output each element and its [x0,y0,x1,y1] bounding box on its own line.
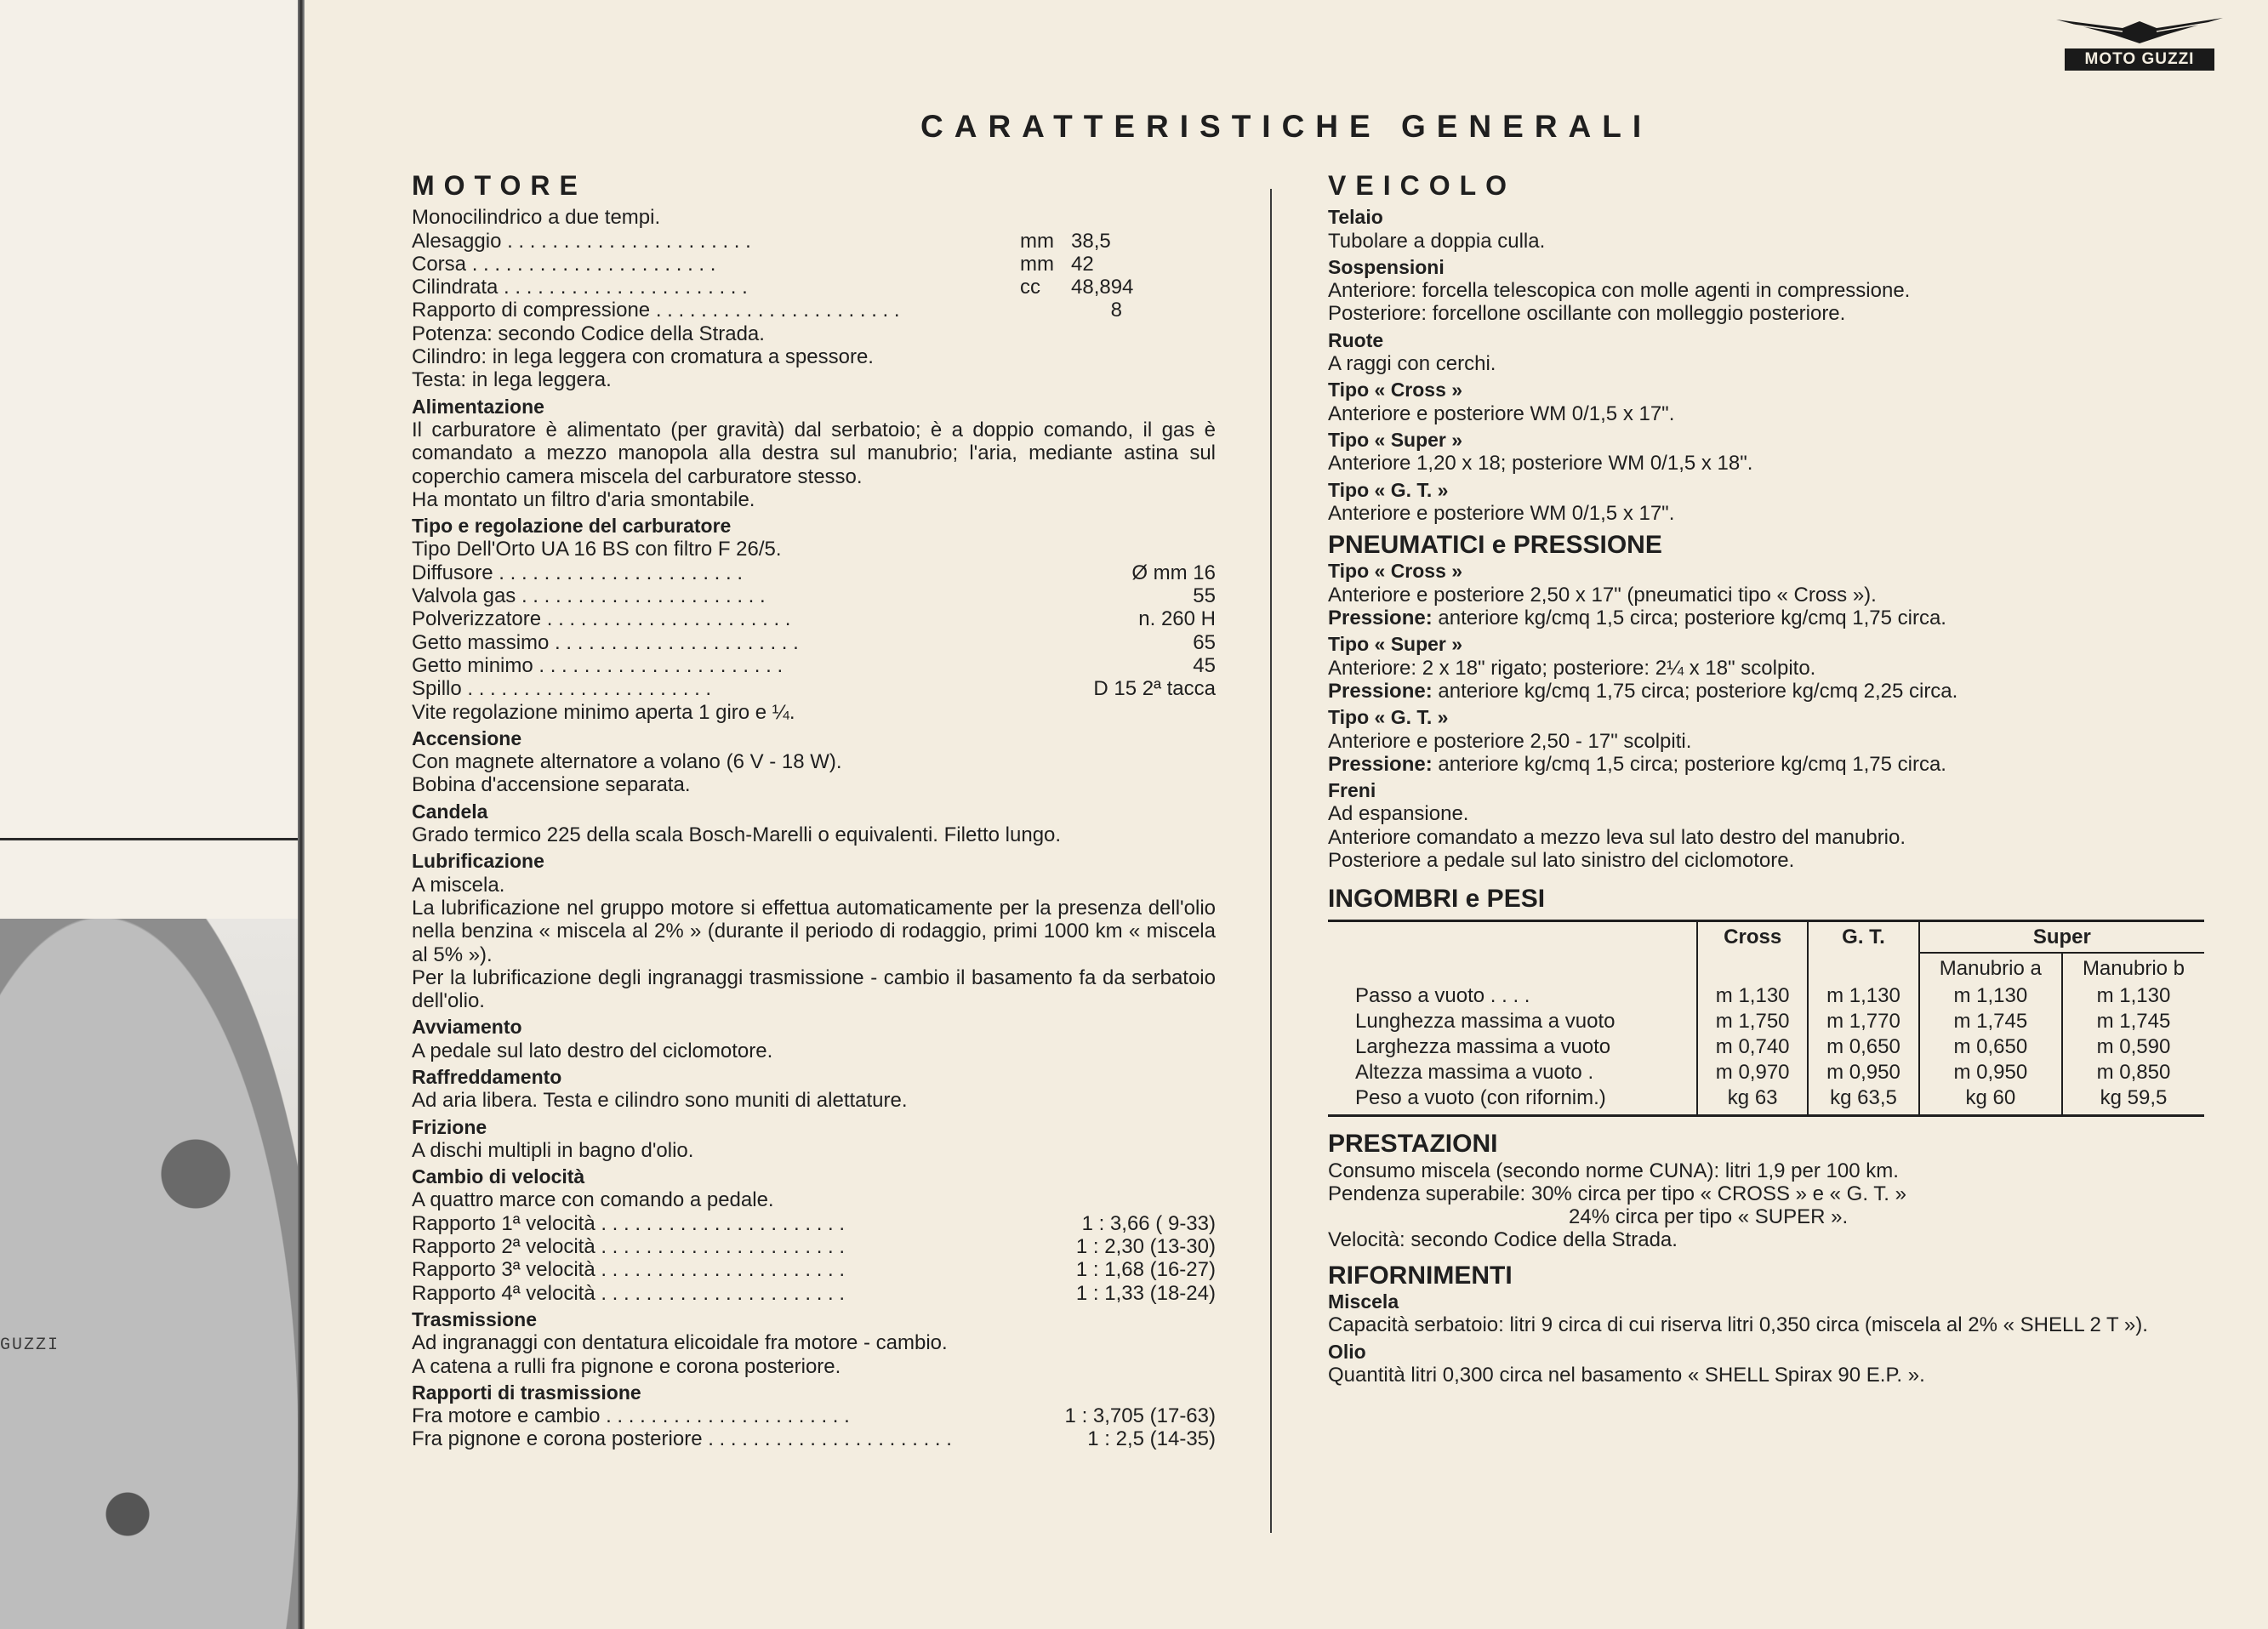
engine-photo [0,919,298,1629]
miscela-text: Capacità serbatoio: litri 9 circa di cui riserva litri 0,350 circa (miscela al 2% « SHELL 2 T »). [1328,1313,2148,1337]
telaio-text: Tubolare a doppia culla. [1328,229,1546,253]
pneumatici-tipo-title: Tipo « Super » [1328,633,1463,656]
motore-note: Potenza: secondo Codice della Strada. [412,322,765,345]
veicolo-column [1328,170,2196,1387]
prestazioni-title: PRESTAZIONI [1328,1130,1498,1159]
table-row: Larghezza massima a vuoto m 0,740 m 0,650 m 0,650 m 0,590 [1328,1034,2204,1060]
pneumatici-pressione: Pressione: anteriore kg/cmq 1,5 circa; posteriore kg/cmq 1,75 circa. [1328,752,1946,776]
olio-text: Quantità litri 0,300 circa nel basamento « SHELL Spirax 90 E.P. ». [1328,1363,1925,1387]
pneumatici-tipo-text: Anteriore e posteriore 2,50 - 17" scolpiti. [1328,729,1692,753]
rifornimenti-title: RIFORNIMENTI [1328,1261,1513,1290]
ruote-tipo-text: Anteriore e posteriore WM 0/1,5 x 17". [1328,501,1675,525]
motore-title: MOTORE [412,170,587,201]
accensione-title: Accensione [412,726,522,749]
alimentazione-text: Il carburatore è alimentato (per gravità) dal serbatoio; è a doppio comando, il gas è comandato a mezzo manopola alla destra sul manubrio; l'aria, mediante astina sul coperchio camera miscela del carburatore stesso. [412,418,1216,488]
alimentazione-title: Alimentazione [412,395,544,418]
carburatore-row: Getto massimo . . 65 [412,631,1216,654]
raffreddamento-text: Ad aria libera. Testa e cilindro sono muniti di alettature. [412,1089,908,1113]
col-cross: Cross [1697,920,1808,953]
telaio-title: Telaio [1328,206,1383,229]
motore-column [412,170,1216,1451]
carburatore-title: Tipo e regolazione del carburatore [412,515,732,538]
raffreddamento-title: Raffreddamento [412,1065,562,1088]
pneumatici-tipo-text: Anteriore: 2 x 18" rigato; posteriore: 2¼ x 18" scolpito. [1328,656,1816,680]
lubrificazione-title: Lubrificazione [412,850,544,873]
carburatore-row: Diffusore . . Ø mm 16 [412,561,1216,584]
ruote-text: A raggi con cerchi. [1328,352,1496,376]
pneumatici-title: PNEUMATICI e PRESSIONE [1328,531,1662,560]
col-manubrio-a: Manubrio a [1919,953,2062,983]
trasmissione-title: Trasmissione [412,1307,538,1330]
ruote-tipo-text: Anteriore 1,20 x 18; posteriore WM 0/1,5 x 18". [1328,452,1753,476]
cambio-title: Cambio di velocità [412,1165,585,1188]
prestazioni-line: Velocità: secondo Codice della Strada. [1328,1228,1678,1252]
motore-note: Cilindro: in lega leggera con cromatura a spessore. [412,345,874,369]
spec-row: Corsa . . mm 42 [412,253,1216,276]
sospensioni-line: Anteriore: forcella telescopica con molle agenti in compressione. [1328,279,1911,303]
trasmissione-line: A catena a rulli fra pignone e corona posteriore. [412,1354,841,1378]
sospensioni-title: Sospensioni [1328,255,1445,278]
frizione-text: A dischi multipli in bagno d'olio. [412,1138,694,1162]
col-super: Super [1919,920,2204,953]
col-manubrio-b: Manubrio b [2062,953,2204,983]
pneumatici-pressione: Pressione: anteriore kg/cmq 1,75 circa; posteriore kg/cmq 2,25 circa. [1328,679,1958,703]
cambio-row: Rapporto 3ª velocità . . 1 : 1,68 (16-27) [412,1258,1216,1281]
table-row: Passo a vuoto . . . . m 1,130 m 1,130 m 1,130 m 1,130 [1328,983,2204,1009]
prestazioni-line: Consumo miscela (secondo norme CUNA): litri 1,9 per 100 km. [1328,1159,1899,1182]
freni-title: Freni [1328,779,1376,802]
table-row: Peso a vuoto (con rifornim.) kg 63 kg 63,5 kg 60 kg 59,5 [1328,1085,2204,1116]
rapporti-title: Rapporti di trasmissione [412,1381,641,1404]
carburatore-type: Tipo Dell'Orto UA 16 BS con filtro F 26/5. [412,538,782,561]
avviamento-text: A pedale sul lato destro del ciclomotore. [412,1039,773,1062]
moto-guzzi-logo [2054,13,2225,72]
table-subheader-row [1328,953,2204,983]
accensione-line: Con magnete alternatore a volano (6 V - 18 W). [412,750,842,774]
lubrificazione-text2: Per la lubrificazione degli ingranaggi trasmissione - cambio il basamento fa da serbatoio dell'olio. [412,965,1216,1013]
trasmissione-line: Ad ingranaggi con dentatura elicoidale fra motore - cambio. [412,1331,948,1355]
ruote-tipo-title: Tipo « G. T. » [1328,478,1449,501]
sospensioni-line: Posteriore: forcellone oscillante con molleggio posteriore. [1328,302,1846,326]
freni-line: Posteriore a pedale sul lato sinistro del ciclomotore. [1328,849,1795,873]
ingombri-table [1328,920,2204,1118]
frizione-title: Frizione [412,1115,487,1138]
cambio-text: A quattro marce con comando a pedale. [412,1188,774,1212]
cambio-row: Rapporto 2ª velocità . . 1 : 2,30 (13-30) [412,1235,1216,1258]
veicolo-title: VEICOLO [1328,170,1517,201]
spec-row: Alesaggio . . mm 38,5 [412,230,1216,253]
cambio-row: Rapporto 4ª velocità . . 1 : 1,33 (18-24) [412,1282,1216,1305]
carburatore-note: Vite regolazione minimo aperta 1 giro e ¼. [412,700,795,724]
ruote-title: Ruote [1328,328,1384,351]
alimentazione-note: Ha montato un filtro d'aria smontabile. [412,487,755,511]
eagle-icon [2054,13,2225,47]
table-row: Lunghezza massima a vuoto m 1,750 m 1,770 m 1,745 m 1,745 [1328,1009,2204,1034]
motore-note: Testa: in lega leggera. [412,368,612,392]
ingombri-title: INGOMBRI e PESI [1328,885,1546,914]
freni-line: Anteriore comandato a mezzo leva sul lato destro del manubrio. [1328,825,1906,849]
page-fold [298,0,305,1629]
rapporti-row: Fra motore e cambio . . 1 : 3,705 (17-63) [412,1404,1216,1427]
carburatore-row: Polverizzatore . . n. 260 H [412,607,1216,630]
ruote-tipo-title: Tipo « Super » [1328,428,1463,451]
prestazioni-line: Pendenza superabile: 30% circa per tipo « CROSS » e « G. T. » [1328,1182,1906,1205]
table-row: Altezza massima a vuoto . m 0,970 m 0,950 m 0,950 m 0,850 [1328,1060,2204,1085]
col-gt: G. T. [1808,920,1918,953]
pneumatici-tipo-title: Tipo « G. T. » [1328,706,1449,729]
spec-row: Rapporto di compressione . . 8 [412,299,1216,322]
candela-text: Grado termico 225 della scala Bosch-Marelli o equivalenti. Filetto lungo. [412,823,1062,847]
avviamento-title: Avviamento [412,1016,522,1039]
pneumatici-tipo-text: Anteriore e posteriore 2,50 x 17" (pneumatici tipo « Cross »). [1328,583,1877,607]
ruote-tipo-text: Anteriore e posteriore WM 0/1,5 x 17". [1328,402,1675,425]
lubrificazione-text: La lubrificazione nel gruppo motore si effettua automaticamente per la presenza dell'olio nella benzina « miscela al 2% » (durante il periodo di rodaggio, primi 1000 km « miscela al 5% »). [412,896,1216,966]
page-title: CARATTERISTICHE GENERALI [920,109,1653,144]
carburatore-row: Valvola gas . . 55 [412,584,1216,607]
spec-row: Cilindrata . . cc 48,894 [412,276,1216,299]
table-header-row [1328,920,2204,953]
miscela-title: Miscela [1328,1290,1399,1313]
freni-line: Ad espansione. [1328,802,1469,826]
olio-title: Olio [1328,1340,1366,1363]
cambio-row: Rapporto 1ª velocità . . 1 : 3,66 ( 9-33) [412,1212,1216,1235]
column-divider [1270,189,1272,1533]
accensione-line: Bobina d'accensione separata. [412,773,691,797]
pneumatici-pressione: Pressione: anteriore kg/cmq 1,5 circa; posteriore kg/cmq 1,75 circa. [1328,607,1946,630]
pneumatici-tipo-title: Tipo « Cross » [1328,560,1463,583]
ruote-tipo-title: Tipo « Cross » [1328,379,1463,402]
prestazioni-line: 24% circa per tipo « SUPER ». [1569,1205,1849,1229]
logo-text: MOTO GUZZI [2065,48,2214,71]
carburatore-row: Spillo . . D 15 2ª tacca [412,677,1216,700]
carburatore-row: Getto minimo . . 45 [412,654,1216,677]
rapporti-row: Fra pignone e corona posteriore . . 1 : 2,5 (14-35) [412,1427,1216,1450]
engine-photo-label: GUZZI [0,1336,60,1355]
candela-title: Candela [412,800,488,823]
facing-page-rule [0,838,298,840]
lubrificazione-line: A miscela. [412,873,505,897]
motore-intro: Monocilindrico a due tempi. [412,206,661,230]
